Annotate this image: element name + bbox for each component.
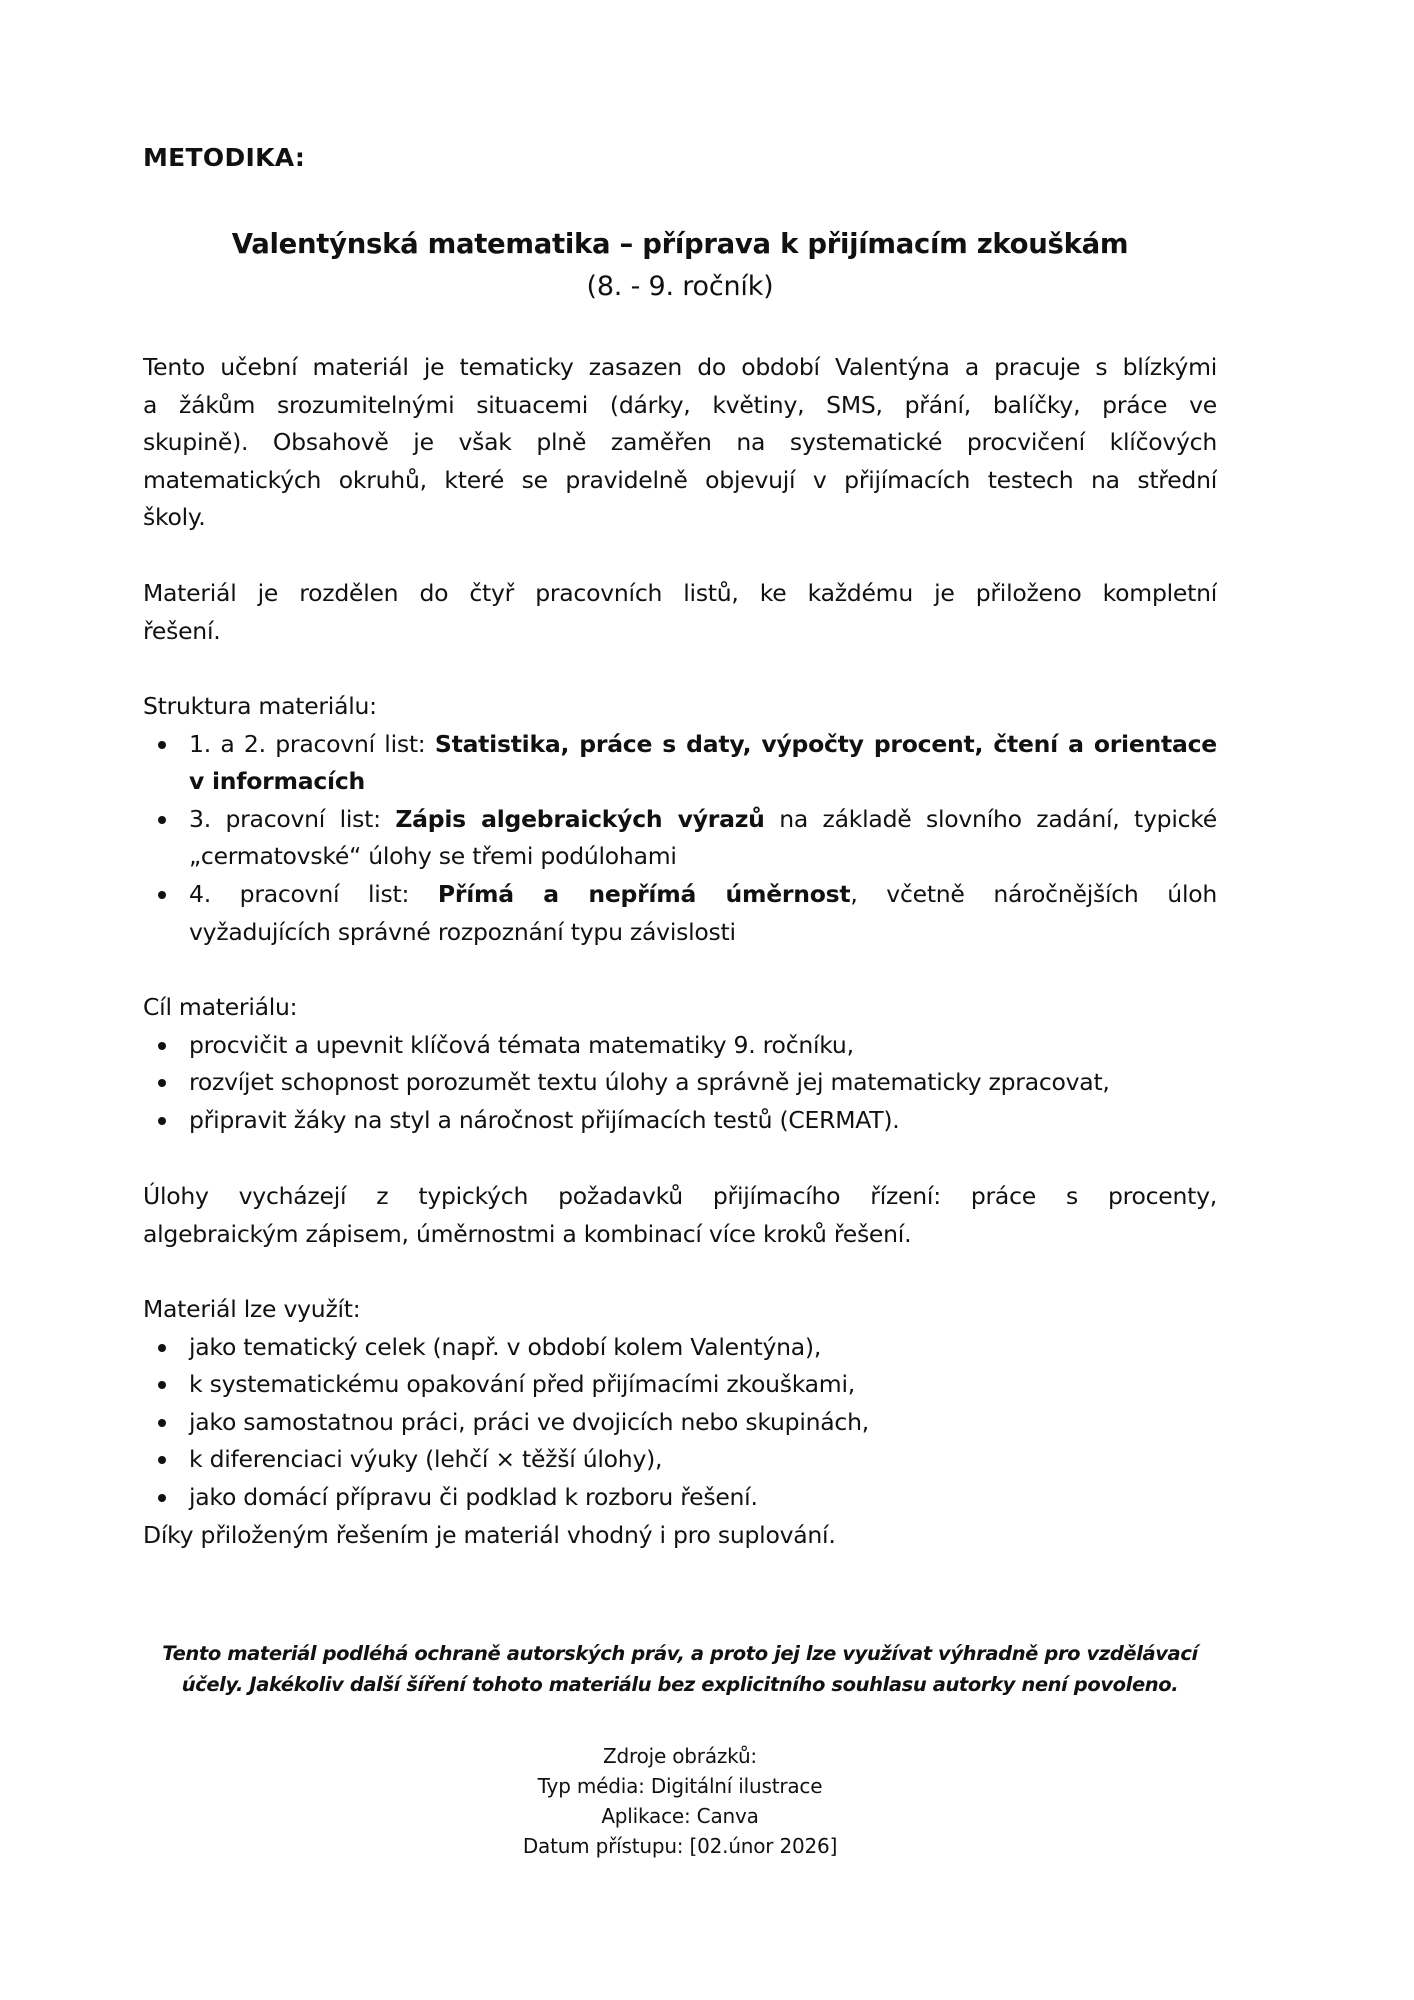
document-title: Valentýnská matematika – příprava k přijímacím zkouškám (231, 228, 1129, 260)
text: 3. pracovní list: (189, 804, 396, 833)
goal-item (143, 1064, 1217, 1102)
goals-section (143, 989, 1217, 1139)
bold-text: Statistika, práce s daty, výpočty procent, čtení a orientace (434, 729, 1217, 758)
bullet-icon (158, 1494, 166, 1502)
structure-item-line (143, 726, 1217, 764)
paragraph-line: Materiál je rozdělen do čtyř pracovních listů, ke každému je přiloženo kompletní (143, 579, 1217, 607)
sources-heading: Zdroje obrázků: (603, 1744, 757, 1768)
image-sources (143, 1741, 1217, 1861)
copyright-line: Tento materiál podléhá ochraně autorských práv, a proto jej lze využívat výhradně pro vzdělávací (162, 1642, 1198, 1665)
bold-text: Zápis algebraických výrazů (395, 804, 765, 833)
usage-item (143, 1441, 1217, 1479)
structure-item-line (143, 876, 1217, 914)
usage-item-text: jako tematický celek (např. v období kolem Valentýna), (189, 1332, 822, 1361)
bullet-icon (158, 1419, 166, 1427)
paragraph-line: řešení. (143, 616, 221, 645)
structure-list (143, 726, 1217, 952)
structure-item (143, 726, 1217, 801)
paragraph-line: školy. (143, 503, 206, 532)
bullet-icon (158, 741, 166, 749)
structure-item-line (143, 914, 1217, 952)
usage-item (143, 1329, 1217, 1367)
paragraph-line: a žákům srozumitelnými situacemi (dárky, květiny, SMS, přání, balíčky, práce ve (143, 390, 1217, 419)
goals-heading: Cíl materiálu: (143, 993, 298, 1021)
usage-item-text: k diferenciaci výuky (lehčí × těžší úlohy), (189, 1445, 663, 1474)
sources-access-date: Datum přístupu: [02.únor 2026] (522, 1834, 838, 1858)
usage-closing: Díky přiloženým řešením je materiál vhodný i pro suplování. (143, 1520, 836, 1549)
bullet-icon (158, 1381, 166, 1389)
paragraph-line: Tento učební materiál je tematicky zasazen do období Valentýna a pracuje s blízkými (143, 353, 1217, 381)
usage-section (143, 1291, 1217, 1554)
structure-item-line (143, 838, 1217, 876)
structure-section (143, 688, 1217, 951)
structure-item-line (143, 763, 1217, 801)
bullet-icon (158, 816, 166, 824)
bullet-icon (158, 1042, 166, 1050)
usage-item-text: k systematickému opakování před přijímacími zkouškami, (189, 1370, 855, 1399)
bullet-icon (158, 1344, 166, 1352)
usage-item-text: jako samostatnou práci, práci ve dvojicích nebo skupinách, (189, 1407, 869, 1436)
text: 1. a 2. pracovní list: (189, 729, 435, 758)
structure-heading: Struktura materiálu: (143, 692, 377, 720)
goal-item-text: rozvíjet schopnost porozumět textu úlohy a správně jej matematicky zpracovat, (189, 1068, 1110, 1097)
sources-media-type: Typ média: Digitální ilustrace (537, 1774, 823, 1798)
copyright-notice (143, 1638, 1217, 1700)
structure-item-line (143, 801, 1217, 839)
text: , včetně náročnějších úloh (850, 879, 1217, 908)
paragraph-line: skupině). Obsahově je však plně zaměřen na systematické procvičení klíčových (143, 428, 1217, 457)
goal-item-text: připravit žáky na styl a náročnost přijímacích testů (CERMAT). (189, 1105, 900, 1134)
goal-item (143, 1102, 1217, 1140)
usage-item (143, 1404, 1217, 1442)
intro-paragraph (143, 349, 1217, 537)
paragraph-line: Úlohy vycházejí z typických požadavků přijímacího řízení: práce s procenty, (143, 1182, 1217, 1210)
usage-item (143, 1479, 1217, 1517)
bullet-icon (158, 1117, 166, 1125)
goal-item-text: procvičit a upevnit klíčová témata matematiky 9. ročníku, (189, 1030, 854, 1059)
structure-item (143, 876, 1217, 951)
text: na základě slovního zadání, typické (764, 804, 1217, 833)
goal-item (143, 1027, 1217, 1065)
section-label: METODIKA: (143, 143, 306, 172)
bullet-icon (158, 1456, 166, 1464)
paragraph-line: algebraickým zápisem, úměrnostmi a kombinací více kroků řešení. (143, 1219, 912, 1248)
text: „cermatovské“ úlohy se třemi podúlohami (189, 842, 677, 871)
document-subtitle: (8. - 9. ročník) (586, 271, 774, 302)
text: 4. pracovní list: (189, 879, 438, 908)
structure-item (143, 801, 1217, 876)
usage-item (143, 1366, 1217, 1404)
bullet-icon (158, 891, 166, 899)
usage-item-text: jako domácí přípravu či podklad k rozboru řešení. (189, 1482, 758, 1511)
text: vyžadujících správné rozpoznání typu závislosti (189, 917, 736, 946)
copyright-line: účely. Jakékoliv další šíření tohoto materiálu bez explicitního souhlasu autorky není povoleno. (181, 1673, 1179, 1696)
division-paragraph (143, 575, 1217, 650)
sources-application: Aplikace: Canva (601, 1804, 759, 1828)
bullet-icon (158, 1079, 166, 1087)
bold-text: Přímá a nepřímá úměrnost (437, 879, 851, 908)
usage-heading: Materiál lze využít: (143, 1295, 361, 1323)
paragraph-line: matematických okruhů, které se pravidelně objevují v přijímacích testech na střední (143, 465, 1217, 494)
tasks-paragraph (143, 1178, 1217, 1253)
bold-text: v informacích (189, 767, 365, 796)
